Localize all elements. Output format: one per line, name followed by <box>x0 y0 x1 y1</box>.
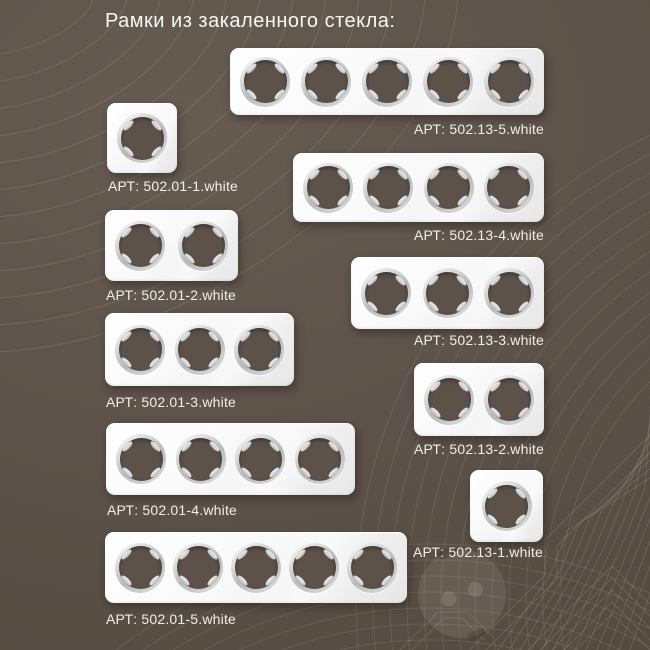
mounting-ring <box>423 268 473 318</box>
frame-claw-icon <box>179 356 192 369</box>
frame-claw-icon <box>267 356 280 369</box>
frame-claw-icon <box>239 356 252 369</box>
frame-claw-icon <box>306 62 319 75</box>
frame-claw-icon <box>328 440 341 453</box>
frame-claw-icon <box>352 548 365 561</box>
frame-claw-icon <box>455 274 468 287</box>
page-title: Рамки из закаленного стекла: <box>105 10 396 32</box>
frame-claw-icon <box>245 62 258 75</box>
glass-frame <box>470 470 543 542</box>
socket-opening <box>428 378 471 421</box>
frame-claw-icon <box>456 168 469 181</box>
frame-claw-icon <box>322 548 335 561</box>
frame-claw-icon <box>517 88 530 101</box>
frame-claw-icon <box>273 88 286 101</box>
product-art-label: АРТ: 502.01-5.white <box>106 611 237 627</box>
frame-claw-icon <box>150 145 163 158</box>
glass-frame <box>105 313 294 386</box>
frame-claw-icon <box>368 168 381 181</box>
frame-claw-icon <box>489 62 502 75</box>
frame-claw-icon <box>149 440 162 453</box>
mounting-ring <box>115 221 165 271</box>
product-art-label: АРТ: 502.01-2.white <box>106 287 237 303</box>
mounting-ring <box>116 434 166 484</box>
frame-claw-icon <box>429 380 442 393</box>
mounting-ring <box>234 325 284 375</box>
frame-claw-icon <box>267 330 280 343</box>
frame-claw-icon <box>148 252 161 265</box>
frame-claw-icon <box>396 168 409 181</box>
product-art-label: АРТ: 502.13-4.white <box>413 227 544 243</box>
mounting-ring <box>301 57 351 107</box>
frame-claw-icon <box>336 168 349 181</box>
mounting-ring <box>424 163 474 213</box>
glass-frame <box>230 48 544 115</box>
mounting-ring <box>362 57 412 107</box>
frame-claw-icon <box>208 466 221 479</box>
frame-claw-icon <box>517 62 530 75</box>
frame-claw-icon <box>208 440 221 453</box>
frame-claw-icon <box>457 406 470 419</box>
socket-opening <box>488 378 531 421</box>
frame-claw-icon <box>456 88 469 101</box>
frame-claw-icon <box>183 226 196 239</box>
frame-claw-icon <box>178 548 191 561</box>
frame-claw-icon <box>207 330 220 343</box>
mounting-ring <box>295 434 345 484</box>
product-art-label: АРТ: 502.01-4.white <box>107 502 238 518</box>
socket-opening <box>488 60 531 103</box>
mounting-ring <box>484 163 534 213</box>
mounting-ring <box>484 57 534 107</box>
frame-claw-icon <box>148 226 161 239</box>
frame-claw-icon <box>240 466 253 479</box>
frame-claw-icon <box>206 548 219 561</box>
frame-claw-icon <box>395 88 408 101</box>
frame-claw-icon <box>207 356 220 369</box>
frame-claw-icon <box>211 252 224 265</box>
frame-claw-icon <box>180 440 193 453</box>
socket-opening <box>366 60 409 103</box>
frame-claw-icon <box>273 62 286 75</box>
mounting-ring <box>115 325 165 375</box>
frame-claw-icon <box>367 88 380 101</box>
frame-claw-icon <box>456 62 469 75</box>
glass-frame <box>107 103 177 173</box>
frame-claw-icon <box>120 252 133 265</box>
socket-opening <box>235 546 278 589</box>
socket-opening <box>119 328 162 371</box>
frame-claw-icon <box>148 574 161 587</box>
frame-claw-icon <box>489 380 502 393</box>
mounting-ring <box>423 57 473 107</box>
frame-claw-icon <box>394 300 407 313</box>
socket-opening <box>177 546 220 589</box>
frame-claw-icon <box>120 226 133 239</box>
frame-claw-icon <box>394 274 407 287</box>
socket-opening <box>119 224 162 267</box>
socket-opening <box>426 272 469 315</box>
frame-claw-icon <box>336 194 349 207</box>
frame-claw-icon <box>395 62 408 75</box>
frame-claw-icon <box>183 252 196 265</box>
frame-claw-icon <box>486 487 499 500</box>
mounting-ring <box>240 57 290 107</box>
mounting-ring <box>482 481 532 531</box>
frame-claw-icon <box>489 194 502 207</box>
socket-opening <box>182 224 225 267</box>
frame-claw-icon <box>179 330 192 343</box>
frame-claw-icon <box>456 194 469 207</box>
mounting-ring <box>363 163 413 213</box>
frame-claw-icon <box>148 548 161 561</box>
mounting-ring <box>361 268 411 318</box>
frame-claw-icon <box>517 168 530 181</box>
frame-claw-icon <box>236 548 249 561</box>
frame-claw-icon <box>150 119 163 132</box>
socket-opening <box>298 438 341 481</box>
frame-claw-icon <box>457 380 470 393</box>
socket-opening <box>427 166 470 209</box>
frame-claw-icon <box>180 466 193 479</box>
frame-claw-icon <box>368 194 381 207</box>
frame-claw-icon <box>328 466 341 479</box>
frame-claw-icon <box>149 466 162 479</box>
mounting-ring <box>289 543 339 593</box>
socket-opening <box>365 272 408 315</box>
frame-claw-icon <box>121 440 134 453</box>
glass-frame <box>414 363 544 436</box>
glass-frame <box>351 257 544 329</box>
socket-opening <box>427 60 470 103</box>
frame-claw-icon <box>264 574 277 587</box>
frame-claw-icon <box>122 145 135 158</box>
frame-claw-icon <box>239 330 252 343</box>
frame-claw-icon <box>206 574 219 587</box>
socket-opening <box>487 166 530 209</box>
glass-frame <box>293 153 544 222</box>
frame-claw-icon <box>322 574 335 587</box>
glass-frame <box>105 210 238 281</box>
glass-frame <box>106 423 355 495</box>
mounting-ring <box>484 268 534 318</box>
frame-claw-icon <box>429 406 442 419</box>
socket-opening <box>485 485 528 528</box>
frame-claw-icon <box>308 168 321 181</box>
frame-claw-icon <box>245 88 258 101</box>
glass-frame <box>105 532 407 603</box>
frame-claw-icon <box>240 440 253 453</box>
frame-claw-icon <box>396 194 409 207</box>
frame-claw-icon <box>514 513 527 526</box>
frame-claw-icon <box>178 574 191 587</box>
frame-claw-icon <box>306 88 319 101</box>
mounting-ring <box>173 543 223 593</box>
frame-claw-icon <box>489 300 502 313</box>
frame-claw-icon <box>268 466 281 479</box>
socket-opening <box>305 60 348 103</box>
socket-opening <box>293 546 336 589</box>
mounting-ring <box>424 375 474 425</box>
socket-opening <box>351 546 394 589</box>
product-art-label: АРТ: 502.13-2.white <box>413 441 544 457</box>
frame-claw-icon <box>517 274 530 287</box>
frame-claw-icon <box>489 274 502 287</box>
socket-opening <box>121 117 164 160</box>
frame-claw-icon <box>268 440 281 453</box>
frame-claw-icon <box>517 194 530 207</box>
frame-claw-icon <box>489 406 502 419</box>
frame-claw-icon <box>366 300 379 313</box>
frame-claw-icon <box>428 194 441 207</box>
frame-claw-icon <box>428 168 441 181</box>
frame-claw-icon <box>120 356 133 369</box>
frame-claw-icon <box>300 440 313 453</box>
frame-claw-icon <box>120 574 133 587</box>
frame-claw-icon <box>514 487 527 500</box>
socket-opening <box>178 328 221 371</box>
frame-claw-icon <box>517 300 530 313</box>
frame-claw-icon <box>264 548 277 561</box>
mounting-ring <box>484 375 534 425</box>
frame-claw-icon <box>120 548 133 561</box>
frame-claw-icon <box>211 226 224 239</box>
product-art-label: АРТ: 502.01-3.white <box>106 394 237 410</box>
frame-claw-icon <box>427 274 440 287</box>
frame-claw-icon <box>489 168 502 181</box>
socket-opening <box>367 166 410 209</box>
socket-opening <box>120 438 163 481</box>
mounting-ring <box>235 434 285 484</box>
frame-claw-icon <box>428 88 441 101</box>
frame-claw-icon <box>455 300 468 313</box>
socket-opening <box>307 166 350 209</box>
frame-claw-icon <box>148 330 161 343</box>
frame-claw-icon <box>366 274 379 287</box>
product-art-label: АРТ: 502.13-1.white <box>412 544 543 560</box>
frame-claw-icon <box>121 466 134 479</box>
frame-claw-icon <box>367 62 380 75</box>
product-art-label: АРТ: 502.13-3.white <box>413 332 544 348</box>
socket-opening <box>244 60 287 103</box>
frame-claw-icon <box>236 574 249 587</box>
mounting-ring <box>175 325 225 375</box>
frame-claw-icon <box>427 300 440 313</box>
mounting-ring <box>347 543 397 593</box>
socket-opening <box>239 438 282 481</box>
socket-opening <box>238 328 281 371</box>
frame-claw-icon <box>380 548 393 561</box>
frame-claw-icon <box>148 356 161 369</box>
mounting-ring <box>117 113 167 163</box>
mounting-ring <box>115 543 165 593</box>
product-art-label: АРТ: 502.01-1.white <box>108 178 239 194</box>
frame-claw-icon <box>294 574 307 587</box>
frame-claw-icon <box>517 406 530 419</box>
frame-claw-icon <box>380 574 393 587</box>
frame-claw-icon <box>294 548 307 561</box>
frame-claw-icon <box>352 574 365 587</box>
mounting-ring <box>231 543 281 593</box>
frame-claw-icon <box>120 330 133 343</box>
socket-opening <box>179 438 222 481</box>
frame-claw-icon <box>308 194 321 207</box>
frame-claw-icon <box>517 380 530 393</box>
frame-claw-icon <box>428 62 441 75</box>
frame-claw-icon <box>489 88 502 101</box>
frame-claw-icon <box>334 88 347 101</box>
frame-claw-icon <box>334 62 347 75</box>
socket-opening <box>119 546 162 589</box>
product-art-label: АРТ: 502.13-5.white <box>413 121 544 137</box>
mounting-ring <box>178 221 228 271</box>
mounting-ring <box>176 434 226 484</box>
socket-opening <box>488 272 531 315</box>
frame-claw-icon <box>122 119 135 132</box>
frame-claw-icon <box>300 466 313 479</box>
frame-claw-icon <box>486 513 499 526</box>
mounting-ring <box>303 163 353 213</box>
